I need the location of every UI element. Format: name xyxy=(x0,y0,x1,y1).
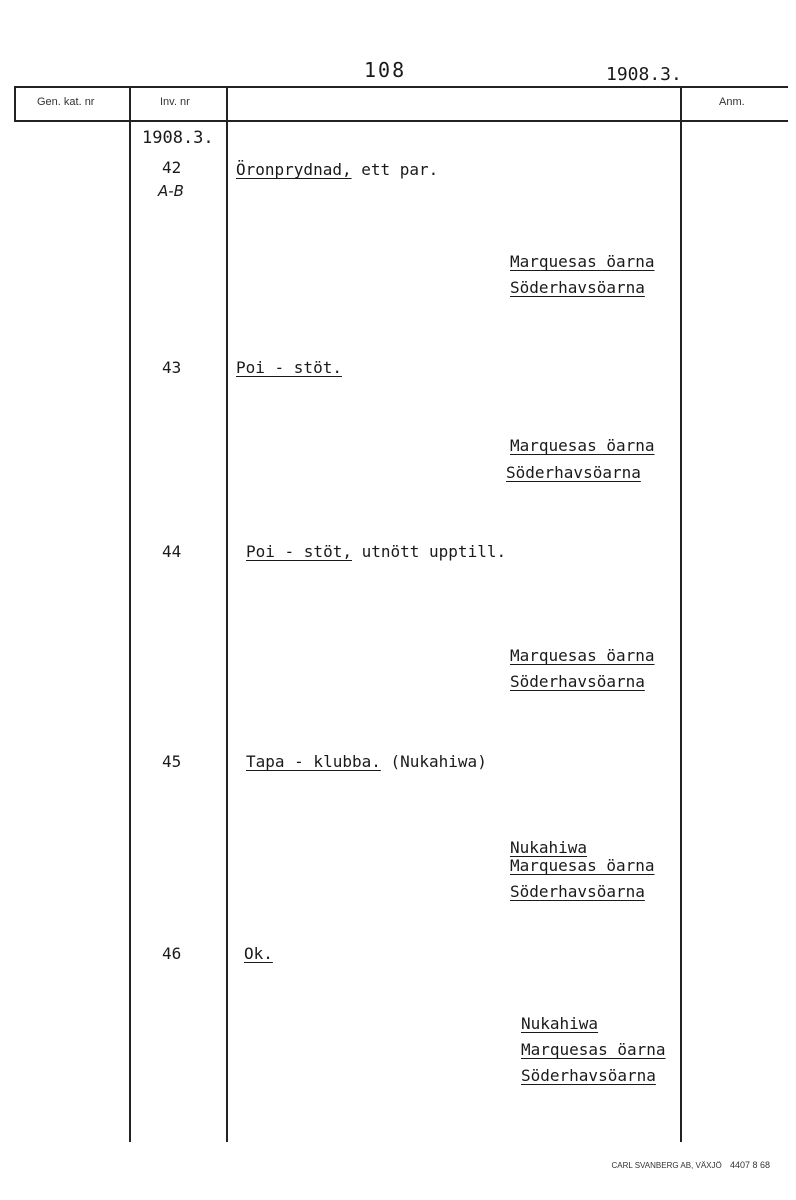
location-line: Marquesas öarna xyxy=(510,646,655,665)
desc-rest: ett par. xyxy=(351,160,439,179)
inv-number: 43 xyxy=(162,358,182,377)
group-date: 1908.3. xyxy=(142,128,214,148)
inv-number: 44 xyxy=(162,542,182,561)
entry-description xyxy=(236,358,342,377)
col-head-anm: Anm. xyxy=(719,96,745,108)
location-line: Marquesas öarna xyxy=(510,436,655,455)
location-line: Söderhavsöarna xyxy=(510,278,645,297)
column-divider-2 xyxy=(226,86,228,1142)
location-line: Nukahiwa xyxy=(521,1014,599,1033)
inv-number: 45 xyxy=(162,752,182,771)
page-date: 1908.3. xyxy=(606,64,682,85)
left-margin-rule xyxy=(14,86,16,122)
printer-name: CARL SVANBERG AB, VÄXJÖ xyxy=(611,1161,722,1170)
desc-underlined: Tapa - klubba. xyxy=(246,752,381,771)
location-line: Marquesas öarna xyxy=(510,252,655,271)
desc-underlined: Ok. xyxy=(244,944,273,963)
printer-imprint xyxy=(611,1160,770,1170)
desc-rest: utnött upptill. xyxy=(351,542,507,561)
desc-underlined: Poi - stöt, xyxy=(246,542,352,561)
column-divider-3 xyxy=(680,86,682,1142)
column-divider-1 xyxy=(129,86,131,1142)
inv-number: 42 xyxy=(162,158,182,177)
entry-description xyxy=(236,160,438,179)
location-line: Söderhavsöarna xyxy=(506,463,641,482)
desc-rest: (Nukahiwa) xyxy=(380,752,487,771)
location-line: Nukahiwa xyxy=(510,838,588,857)
entry-description xyxy=(244,944,273,963)
col-head-gen-kat-nr: Gen. kat. nr xyxy=(37,96,95,108)
col-head-inv-nr: Inv. nr xyxy=(160,96,190,108)
inv-number: 46 xyxy=(162,944,182,963)
entry-description xyxy=(246,752,487,771)
location-line: Söderhavsöarna xyxy=(521,1066,656,1085)
desc-underlined: Poi - stöt. xyxy=(236,358,342,377)
inv-suffix: A-B xyxy=(158,182,184,200)
location-line: Söderhavsöarna xyxy=(510,882,645,901)
entry-description xyxy=(246,542,506,561)
location-line: Söderhavsöarna xyxy=(510,672,645,691)
location-line: Marquesas öarna xyxy=(510,856,655,875)
desc-underlined: Öronprydnad, xyxy=(236,160,352,179)
location-line: Marquesas öarna xyxy=(521,1040,666,1059)
page-number: 108 xyxy=(364,58,407,82)
form-code: 4407 8 68 xyxy=(729,1160,770,1170)
